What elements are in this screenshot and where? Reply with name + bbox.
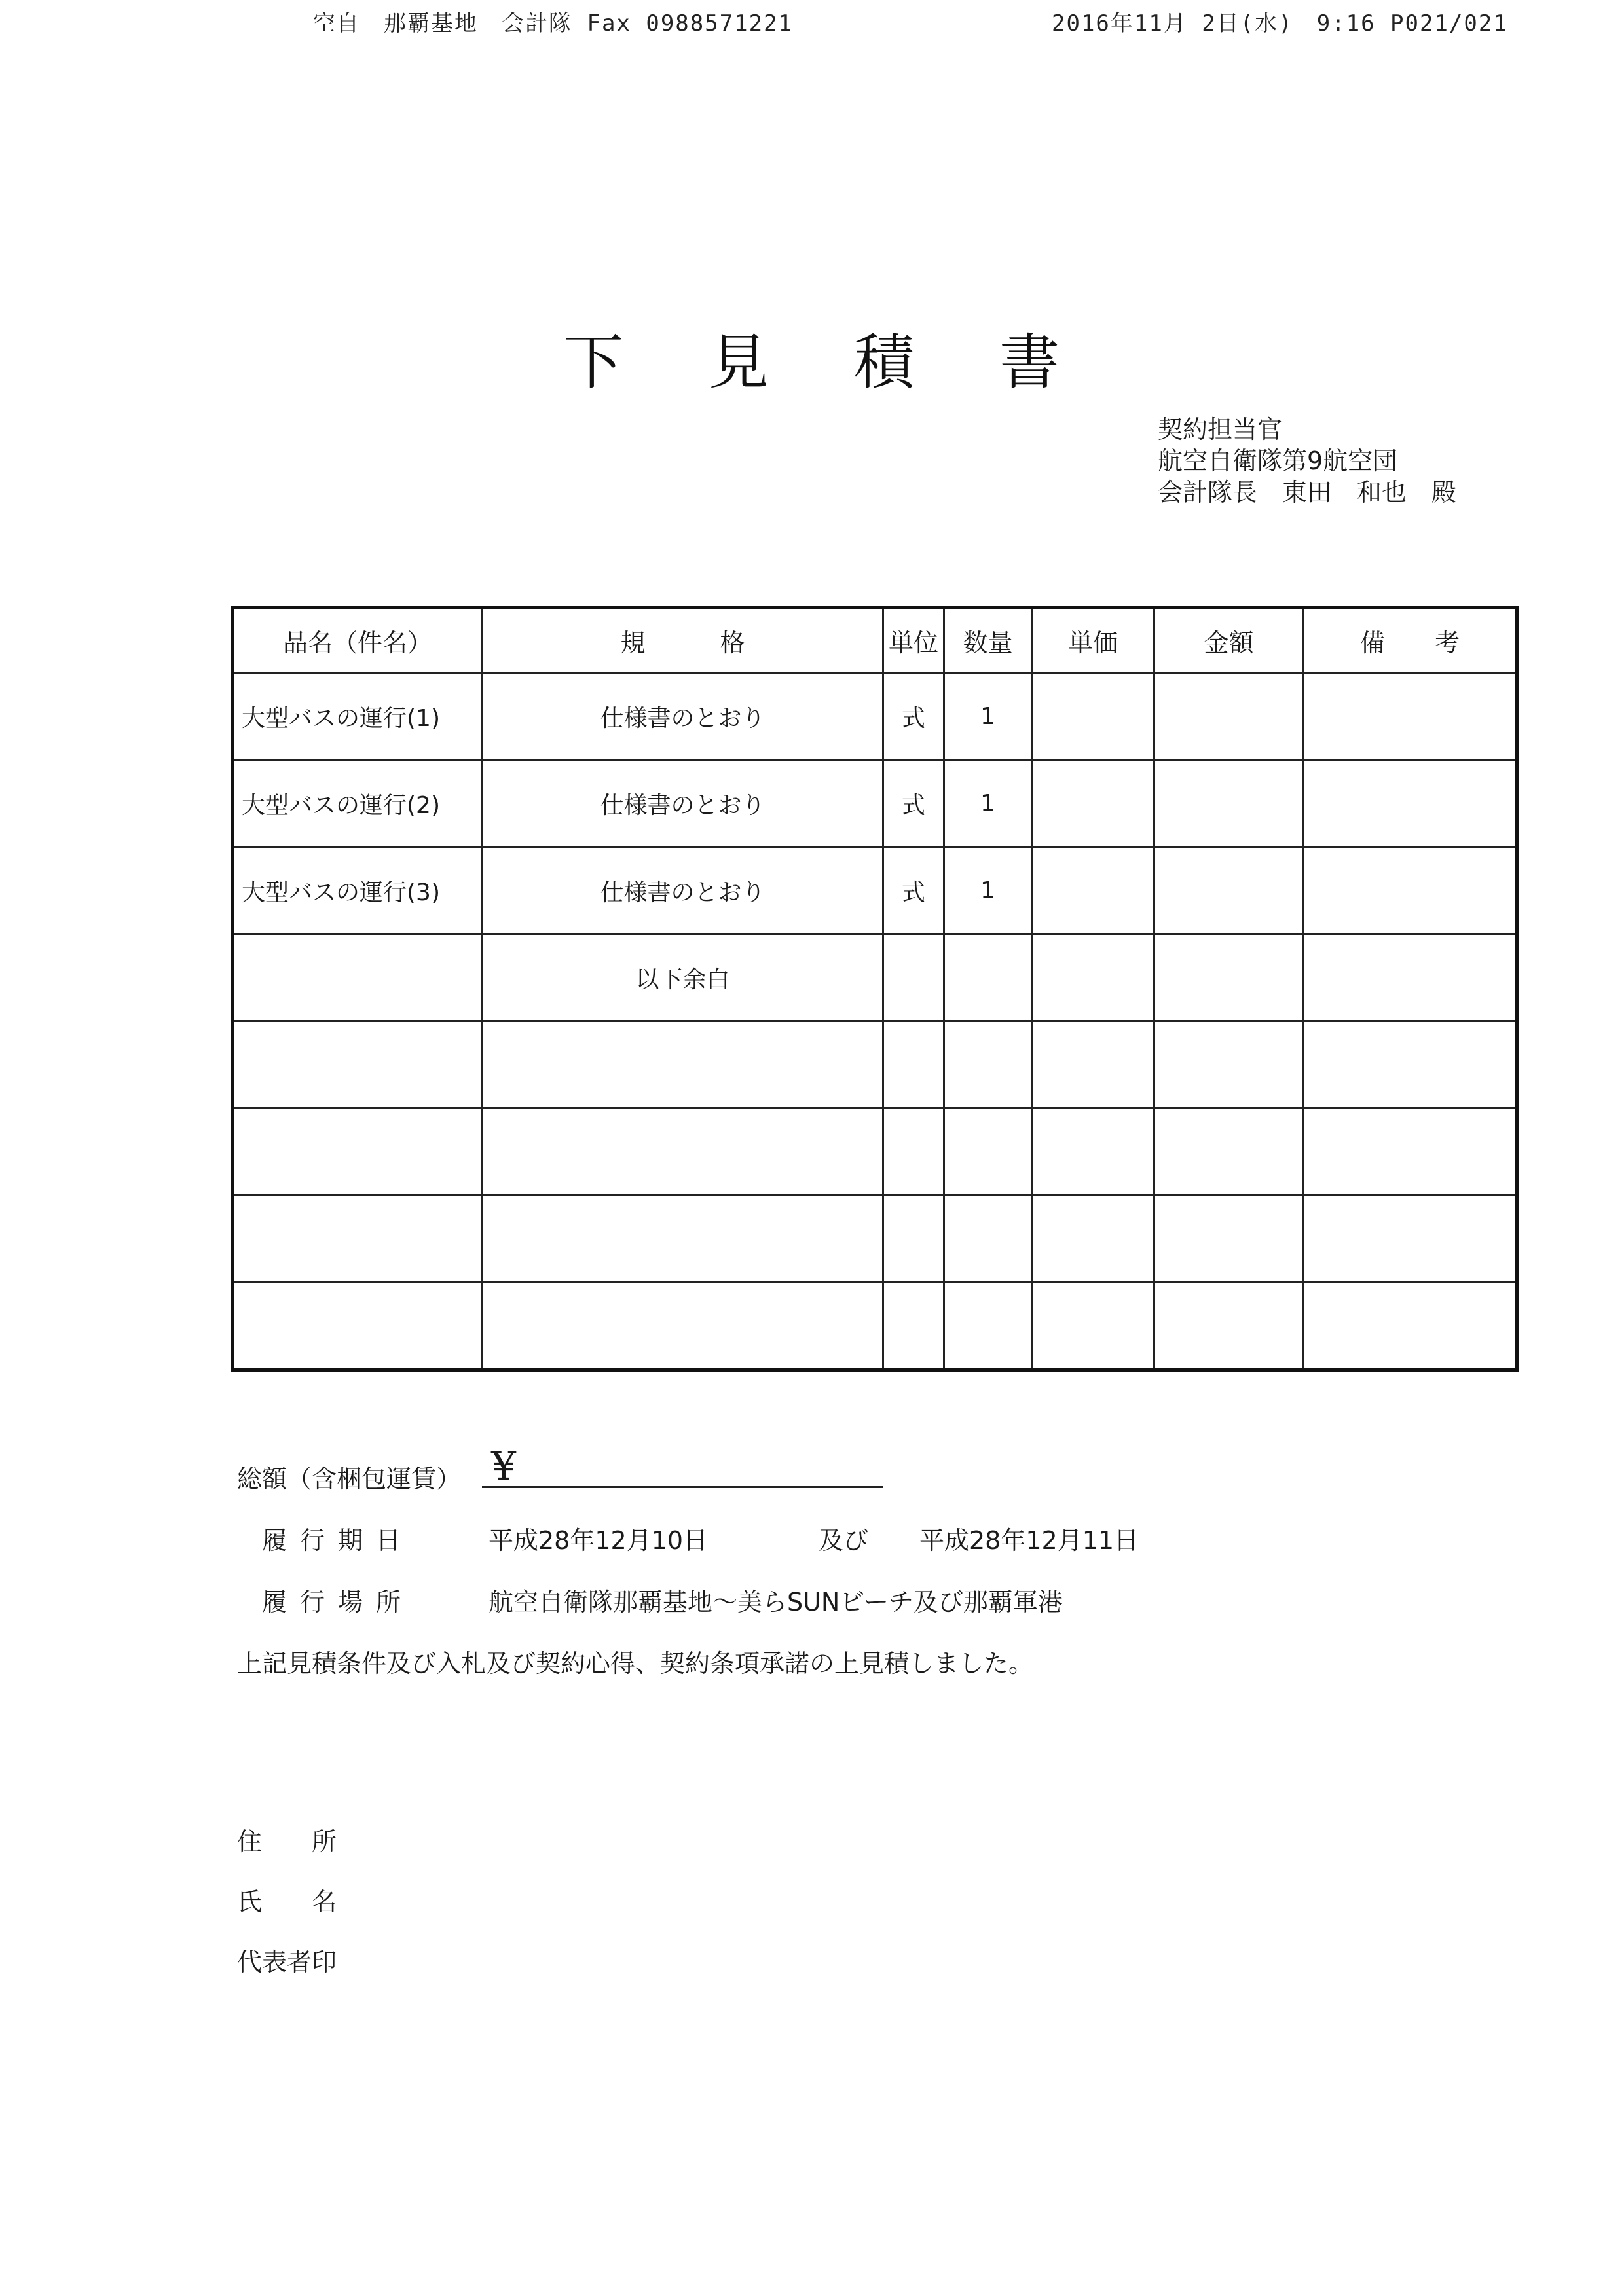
addressee-line-3: 会計隊長 東田 和也 殿 (1158, 478, 1457, 507)
header-unit: 単位 (883, 608, 944, 673)
row-qty (944, 1195, 1032, 1283)
row-qty (944, 1283, 1032, 1370)
period-conjunction: 及び (819, 1526, 869, 1555)
row-unit-price (1032, 1021, 1154, 1108)
period-date-1: 平成28年12月10日 (489, 1526, 709, 1555)
row-spec: 仕様書のとおり (483, 673, 883, 760)
quote-table (231, 606, 1519, 1372)
row-spec (483, 1108, 883, 1195)
row-spec (483, 1195, 883, 1283)
table-row (232, 847, 1517, 934)
row-amount (1154, 1108, 1304, 1195)
table-row (232, 934, 1517, 1021)
addressee-block (1158, 414, 1456, 508)
row-amount (1154, 934, 1304, 1021)
row-item (232, 1195, 483, 1283)
row-unit (883, 934, 944, 1021)
row-spec: 仕様書のとおり (483, 847, 883, 934)
row-qty: 1 (944, 760, 1032, 847)
row-remarks (1304, 1021, 1517, 1108)
row-unit-price (1032, 934, 1154, 1021)
row-unit: 式 (883, 760, 944, 847)
total-amount-line (482, 1486, 883, 1488)
row-remarks (1304, 1108, 1517, 1195)
row-spec: 以下余白 (483, 934, 883, 1021)
row-remarks (1304, 1195, 1517, 1283)
row-spec (483, 1283, 883, 1370)
row-unit: 式 (883, 673, 944, 760)
table-row (232, 760, 1517, 847)
addressee-line-2: 航空自衛隊第9航空団 (1158, 446, 1398, 475)
signature-name-label: 氏 名 (237, 1887, 337, 1916)
total-label: 総額（含梱包運賃） (237, 1465, 462, 1493)
row-amount (1154, 760, 1304, 847)
header-qty: 数量 (944, 608, 1032, 673)
row-qty (944, 1108, 1032, 1195)
row-item (232, 1283, 483, 1370)
row-remarks (1304, 934, 1517, 1021)
row-amount (1154, 673, 1304, 760)
row-unit: 式 (883, 847, 944, 934)
row-amount (1154, 1195, 1304, 1283)
row-remarks (1304, 1283, 1517, 1370)
row-amount (1154, 847, 1304, 934)
row-item (232, 1108, 483, 1195)
place-value: 航空自衛隊那覇基地〜美らSUNビーチ及び那覇軍港 (489, 1588, 1063, 1616)
row-unit-price (1032, 1108, 1154, 1195)
row-unit-price (1032, 760, 1154, 847)
period-date-2: 平成28年12月11日 (919, 1526, 1139, 1555)
row-unit (883, 1283, 944, 1370)
row-remarks (1304, 760, 1517, 847)
row-remarks (1304, 847, 1517, 934)
row-unit-price (1032, 1195, 1154, 1283)
document-title: 下見積書 (563, 327, 1145, 397)
row-amount (1154, 1021, 1304, 1108)
row-item: 大型バスの運行(3) (232, 847, 483, 934)
header-amount: 金額 (1154, 608, 1304, 673)
row-amount (1154, 1283, 1304, 1370)
row-qty: 1 (944, 847, 1032, 934)
table-row (232, 1021, 1517, 1108)
table-row (232, 1108, 1517, 1195)
header-unit-price: 単価 (1032, 608, 1154, 673)
row-unit-price (1032, 847, 1154, 934)
row-qty (944, 1021, 1032, 1108)
fax-header-right: 2016年11月 2日(水) 9:16 P021/021 (1052, 10, 1508, 37)
period-label: 履行期日 (262, 1526, 415, 1555)
table-row (232, 1195, 1517, 1283)
header-remarks: 備 考 (1304, 608, 1517, 673)
row-item: 大型バスの運行(2) (232, 760, 483, 847)
signature-address-label: 住 所 (237, 1827, 337, 1856)
fax-header-left: 空自 那覇基地 会計隊 Fax 0988571221 (313, 10, 794, 37)
statement: 上記見積条件及び入札及び契約心得、契約条項承諾の上見積しました。 (237, 1649, 1034, 1678)
row-item: 大型バスの運行(1) (232, 673, 483, 760)
row-unit (883, 1021, 944, 1108)
row-unit (883, 1108, 944, 1195)
yen-symbol: ¥ (491, 1444, 517, 1489)
table-header-row (232, 608, 1517, 673)
row-remarks (1304, 673, 1517, 760)
row-qty (944, 934, 1032, 1021)
place-label: 履行場所 (262, 1588, 415, 1616)
row-unit (883, 1195, 944, 1283)
addressee-line-1: 契約担当官 (1158, 415, 1283, 444)
row-qty: 1 (944, 673, 1032, 760)
table-row (232, 1283, 1517, 1370)
row-unit-price (1032, 673, 1154, 760)
header-spec: 規 格 (483, 608, 883, 673)
table-row (232, 673, 1517, 760)
row-item (232, 1021, 483, 1108)
row-unit-price (1032, 1283, 1154, 1370)
signature-seal-label: 代表者印 (237, 1948, 337, 1977)
header-item: 品名（件名） (232, 608, 483, 673)
row-spec: 仕様書のとおり (483, 760, 883, 847)
row-item (232, 934, 483, 1021)
row-spec (483, 1021, 883, 1108)
